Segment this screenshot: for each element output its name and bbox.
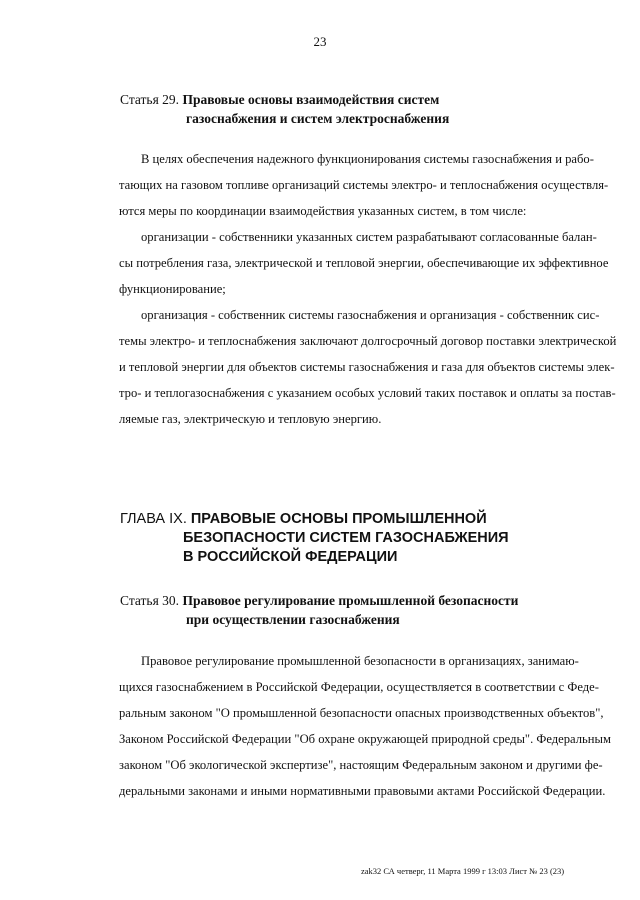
- chapter-9-title-line3: В РОССИЙСКОЙ ФЕДЕРАЦИИ: [183, 549, 398, 565]
- body-line: тро- и теплогазоснабжения с указанием особых условий таких поставок и оплаты за постав-: [119, 386, 616, 400]
- article-29-label: Статья 29.: [120, 92, 180, 107]
- body-line: тающих на газовом топливе организаций системы электро- и теплоснабжения осуществля-: [119, 178, 609, 192]
- chapter-9-label: ГЛАВА IX.: [120, 511, 187, 527]
- body-line: сы потребления газа, электрической и тепловой энергии, обеспечивающие их эффективное: [119, 256, 609, 270]
- article-30-title-line2: при осуществлении газоснабжения: [186, 612, 400, 627]
- body-line: Законом Российской Федерации "Об охране окружающей природной среды". Федеральным: [119, 732, 611, 746]
- body-line: организации - собственники указанных систем разрабатывают согласованные балан-: [141, 230, 597, 244]
- article-30-label: Статья 30.: [120, 593, 180, 608]
- article-29-title-line2: газоснабжения и систем электроснабжения: [186, 111, 450, 126]
- body-line: темы электро- и теплоснабжения заключают долгосрочный договор поставки электрической: [119, 334, 617, 348]
- chapter-9-title-line2: БЕЗОПАСНОСТИ СИСТЕМ ГАЗОСНАБЖЕНИЯ: [183, 530, 509, 546]
- chapter-9-heading: [120, 510, 509, 567]
- body-line: Правовое регулирование промышленной безопасности в организациях, занимаю-: [141, 654, 579, 668]
- body-line: ральным законом "О промышленной безопасности опасных производственных объектов",: [119, 706, 604, 720]
- article-30-title-line1: Правовое регулирование промышленной безопасности: [182, 593, 519, 608]
- body-line: организация - собственник системы газоснабжения и организация - собственник сис-: [141, 308, 600, 322]
- article-30-heading: [120, 591, 518, 629]
- chapter-9-title-line1: ПРАВОВЫЕ ОСНОВЫ ПРОМЫШЛЕННОЙ: [190, 511, 487, 527]
- body-line: ются меры по координации взаимодействия указанных систем, в том числе:: [119, 204, 527, 218]
- body-line: В целях обеспечения надежного функционирования системы газоснабжения и рабо-: [141, 152, 594, 166]
- body-line: законом "Об экологической экспертизе", настоящим Федеральным законом и другими фе-: [119, 758, 603, 772]
- body-line: и тепловой энергии для объектов системы газоснабжения и газа для объектов системы элек-: [119, 360, 615, 374]
- page-footer: zak32 СА четверг, 11 Марта 1999 г 13:03 Лист № 23 (23): [361, 866, 565, 876]
- page-number: 23: [313, 34, 327, 49]
- article-29-heading: [120, 90, 449, 128]
- body-line: деральными законами и иными нормативными правовыми актами Российской Федерации.: [119, 784, 606, 798]
- body-line: щихся газоснабжением в Российской Федерации, осуществляется в соответствии с Феде-: [119, 680, 599, 694]
- body-line: функционирование;: [119, 282, 226, 296]
- article-29-body: [119, 146, 617, 432]
- article-30-body: [119, 648, 611, 804]
- body-line: ляемые газ, электрическую и тепловую энергию.: [119, 412, 382, 426]
- article-29-title-line1: Правовые основы взаимодействия систем: [182, 92, 440, 107]
